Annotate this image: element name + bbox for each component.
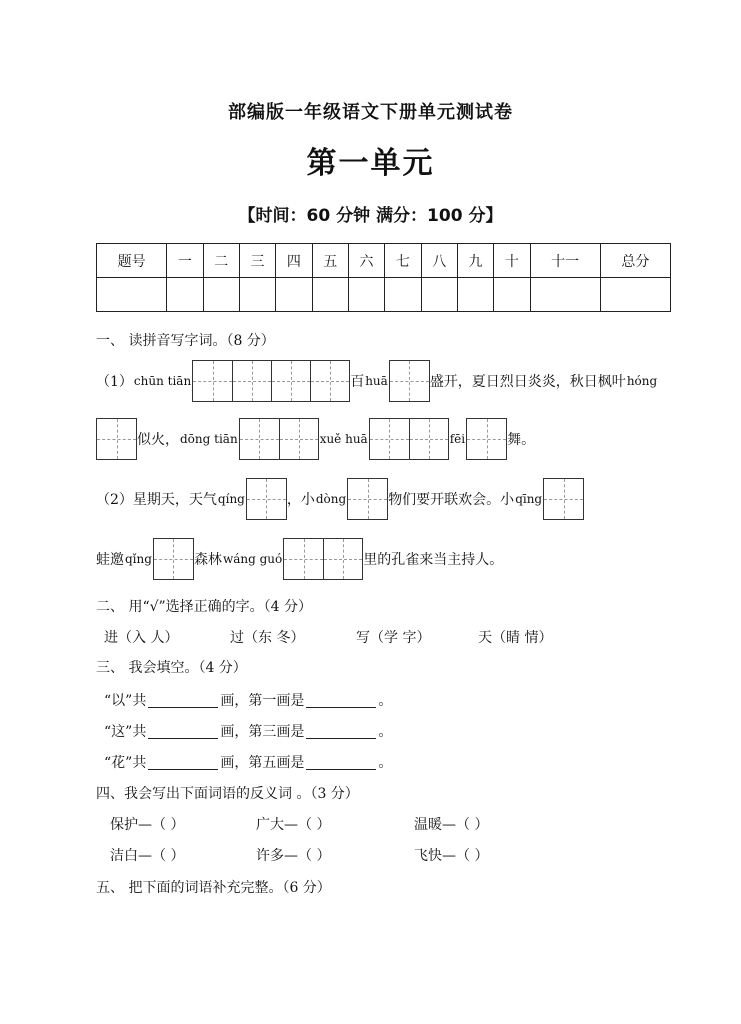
section-1-heading: 一、 读拼音写字词。（8 分） <box>96 333 275 349</box>
score-cell[interactable] <box>457 278 493 312</box>
fill-text: 。 <box>378 724 393 740</box>
pinyin: xuě huā <box>319 432 368 446</box>
writing-grid[interactable] <box>369 418 449 460</box>
writing-grid[interactable] <box>239 418 319 460</box>
writing-grid[interactable] <box>96 418 137 460</box>
score-cell[interactable] <box>239 278 275 312</box>
sentence-text: ，小 <box>286 492 315 508</box>
answer-blank[interactable] <box>306 693 376 708</box>
sentence-text: 森林 <box>193 552 222 568</box>
pinyin: qǐng <box>125 552 152 566</box>
sentence-text: 盛开，夏日烈日炎炎，秋日枫叶 <box>429 374 626 390</box>
fill-text: 画，第三画是 <box>220 724 305 740</box>
score-cell[interactable] <box>421 278 457 312</box>
fill-row <box>104 690 392 710</box>
score-header-cell: 题号 <box>97 244 167 278</box>
section-2-heading: 二、 用“√”选择正确的字。（4 分） <box>96 599 313 615</box>
subtitle: 部编版一年级语文下册单元测试卷 <box>228 102 513 123</box>
score-table-value-row <box>97 278 671 312</box>
score-cell[interactable] <box>600 278 670 312</box>
score-cell[interactable] <box>385 278 421 312</box>
score-cell[interactable] <box>348 278 384 312</box>
pinyin: huā <box>365 374 388 388</box>
antonym-item[interactable]: 温暖—（ ） <box>414 817 489 833</box>
section-1-line-3 <box>96 478 584 520</box>
answer-blank[interactable] <box>148 755 218 770</box>
score-header-cell: 六 <box>348 244 384 278</box>
writing-grid[interactable] <box>283 538 363 580</box>
fill-text: 画，第一画是 <box>220 693 305 709</box>
antonym-item[interactable]: 洁白—（ ） <box>110 848 185 864</box>
score-header-cell: 三 <box>239 244 275 278</box>
pinyin: qíng <box>217 492 245 506</box>
score-cell[interactable] <box>97 278 167 312</box>
fill-text: 。 <box>378 755 393 771</box>
antonym-item[interactable]: 广大—（ ） <box>256 817 331 833</box>
score-table <box>96 243 671 312</box>
antonym-item[interactable]: 保护—（ ） <box>110 817 185 833</box>
fill-text: “以”共 <box>104 693 147 709</box>
writing-grid[interactable] <box>153 538 194 580</box>
section-1-line-1 <box>96 360 658 402</box>
score-table-header-row <box>97 244 671 278</box>
score-header-cell: 五 <box>312 244 348 278</box>
score-cell[interactable] <box>276 278 312 312</box>
fill-row <box>104 752 392 772</box>
pinyin: fēi <box>449 432 466 446</box>
writing-grid[interactable] <box>389 360 430 402</box>
score-header-cell: 二 <box>203 244 239 278</box>
pinyin: hóng <box>626 374 658 388</box>
sentence-text: 百 <box>350 374 365 390</box>
score-header-cell: 八 <box>421 244 457 278</box>
writing-grid[interactable] <box>192 360 350 402</box>
fill-text: 画，第五画是 <box>220 755 305 771</box>
pinyin: chūn tiān <box>133 374 192 388</box>
score-cell[interactable] <box>203 278 239 312</box>
writing-grid[interactable] <box>543 478 584 520</box>
section-4-heading: 四、我会写出下面词语的反义词 。（3 分） <box>96 786 359 802</box>
sentence-text: 舞。 <box>507 432 536 448</box>
sentence-text: 物们要开联欢会。小 <box>388 492 515 508</box>
score-header-cell: 十 <box>494 244 530 278</box>
writing-grid[interactable] <box>466 418 507 460</box>
pinyin: qīng <box>515 492 543 506</box>
fill-text: “这”共 <box>104 724 147 740</box>
score-cell[interactable] <box>312 278 348 312</box>
score-header-cell: 十一 <box>530 244 600 278</box>
sentence-text: 里的孔雀来当主持人。 <box>363 552 504 568</box>
antonym-item[interactable]: 许多—（ ） <box>256 848 331 864</box>
answer-blank[interactable] <box>148 724 218 739</box>
section-3-heading: 三、 我会填空。（4 分） <box>96 660 247 676</box>
pinyin: wáng guó <box>222 552 283 566</box>
choice-item[interactable]: 过（东 冬） <box>230 630 305 646</box>
choice-item[interactable]: 进（入 人） <box>104 630 179 646</box>
choice-item[interactable]: 写（学 字） <box>356 630 431 646</box>
answer-blank[interactable] <box>306 724 376 739</box>
score-header-cell: 总分 <box>600 244 670 278</box>
page-title: 第一单元 <box>306 146 435 181</box>
sentence-text: 似火， <box>137 432 179 448</box>
sentence-text: （2）星期天，天气 <box>96 492 217 508</box>
score-header-cell: 九 <box>457 244 493 278</box>
fill-row <box>104 721 392 741</box>
writing-grid[interactable] <box>246 478 287 520</box>
antonym-item[interactable]: 飞快—（ ） <box>414 848 489 864</box>
score-cell[interactable] <box>167 278 203 312</box>
score-header-cell: 七 <box>385 244 421 278</box>
section-5-heading: 五、 把下面的词语补充完整。（6 分） <box>96 880 331 896</box>
pinyin: dōng tiān <box>180 432 238 446</box>
answer-blank[interactable] <box>306 755 376 770</box>
score-cell[interactable] <box>494 278 530 312</box>
sentence-text: 蛙邀 <box>96 552 124 568</box>
answer-blank[interactable] <box>148 693 218 708</box>
section-1-line-2 <box>96 418 535 460</box>
time-score-info: 【时间：60 分钟 满分：100 分】 <box>238 206 503 226</box>
writing-grid[interactable] <box>347 478 388 520</box>
section-1-line-4 <box>96 538 503 580</box>
fill-text: 。 <box>378 693 393 709</box>
score-header-cell: 四 <box>276 244 312 278</box>
item-number: （1） <box>96 374 133 390</box>
score-cell[interactable] <box>530 278 600 312</box>
fill-text: “花”共 <box>104 755 147 771</box>
score-header-cell: 一 <box>167 244 203 278</box>
pinyin: dòng <box>315 492 347 506</box>
choice-item[interactable]: 天（睛 情） <box>478 630 553 646</box>
